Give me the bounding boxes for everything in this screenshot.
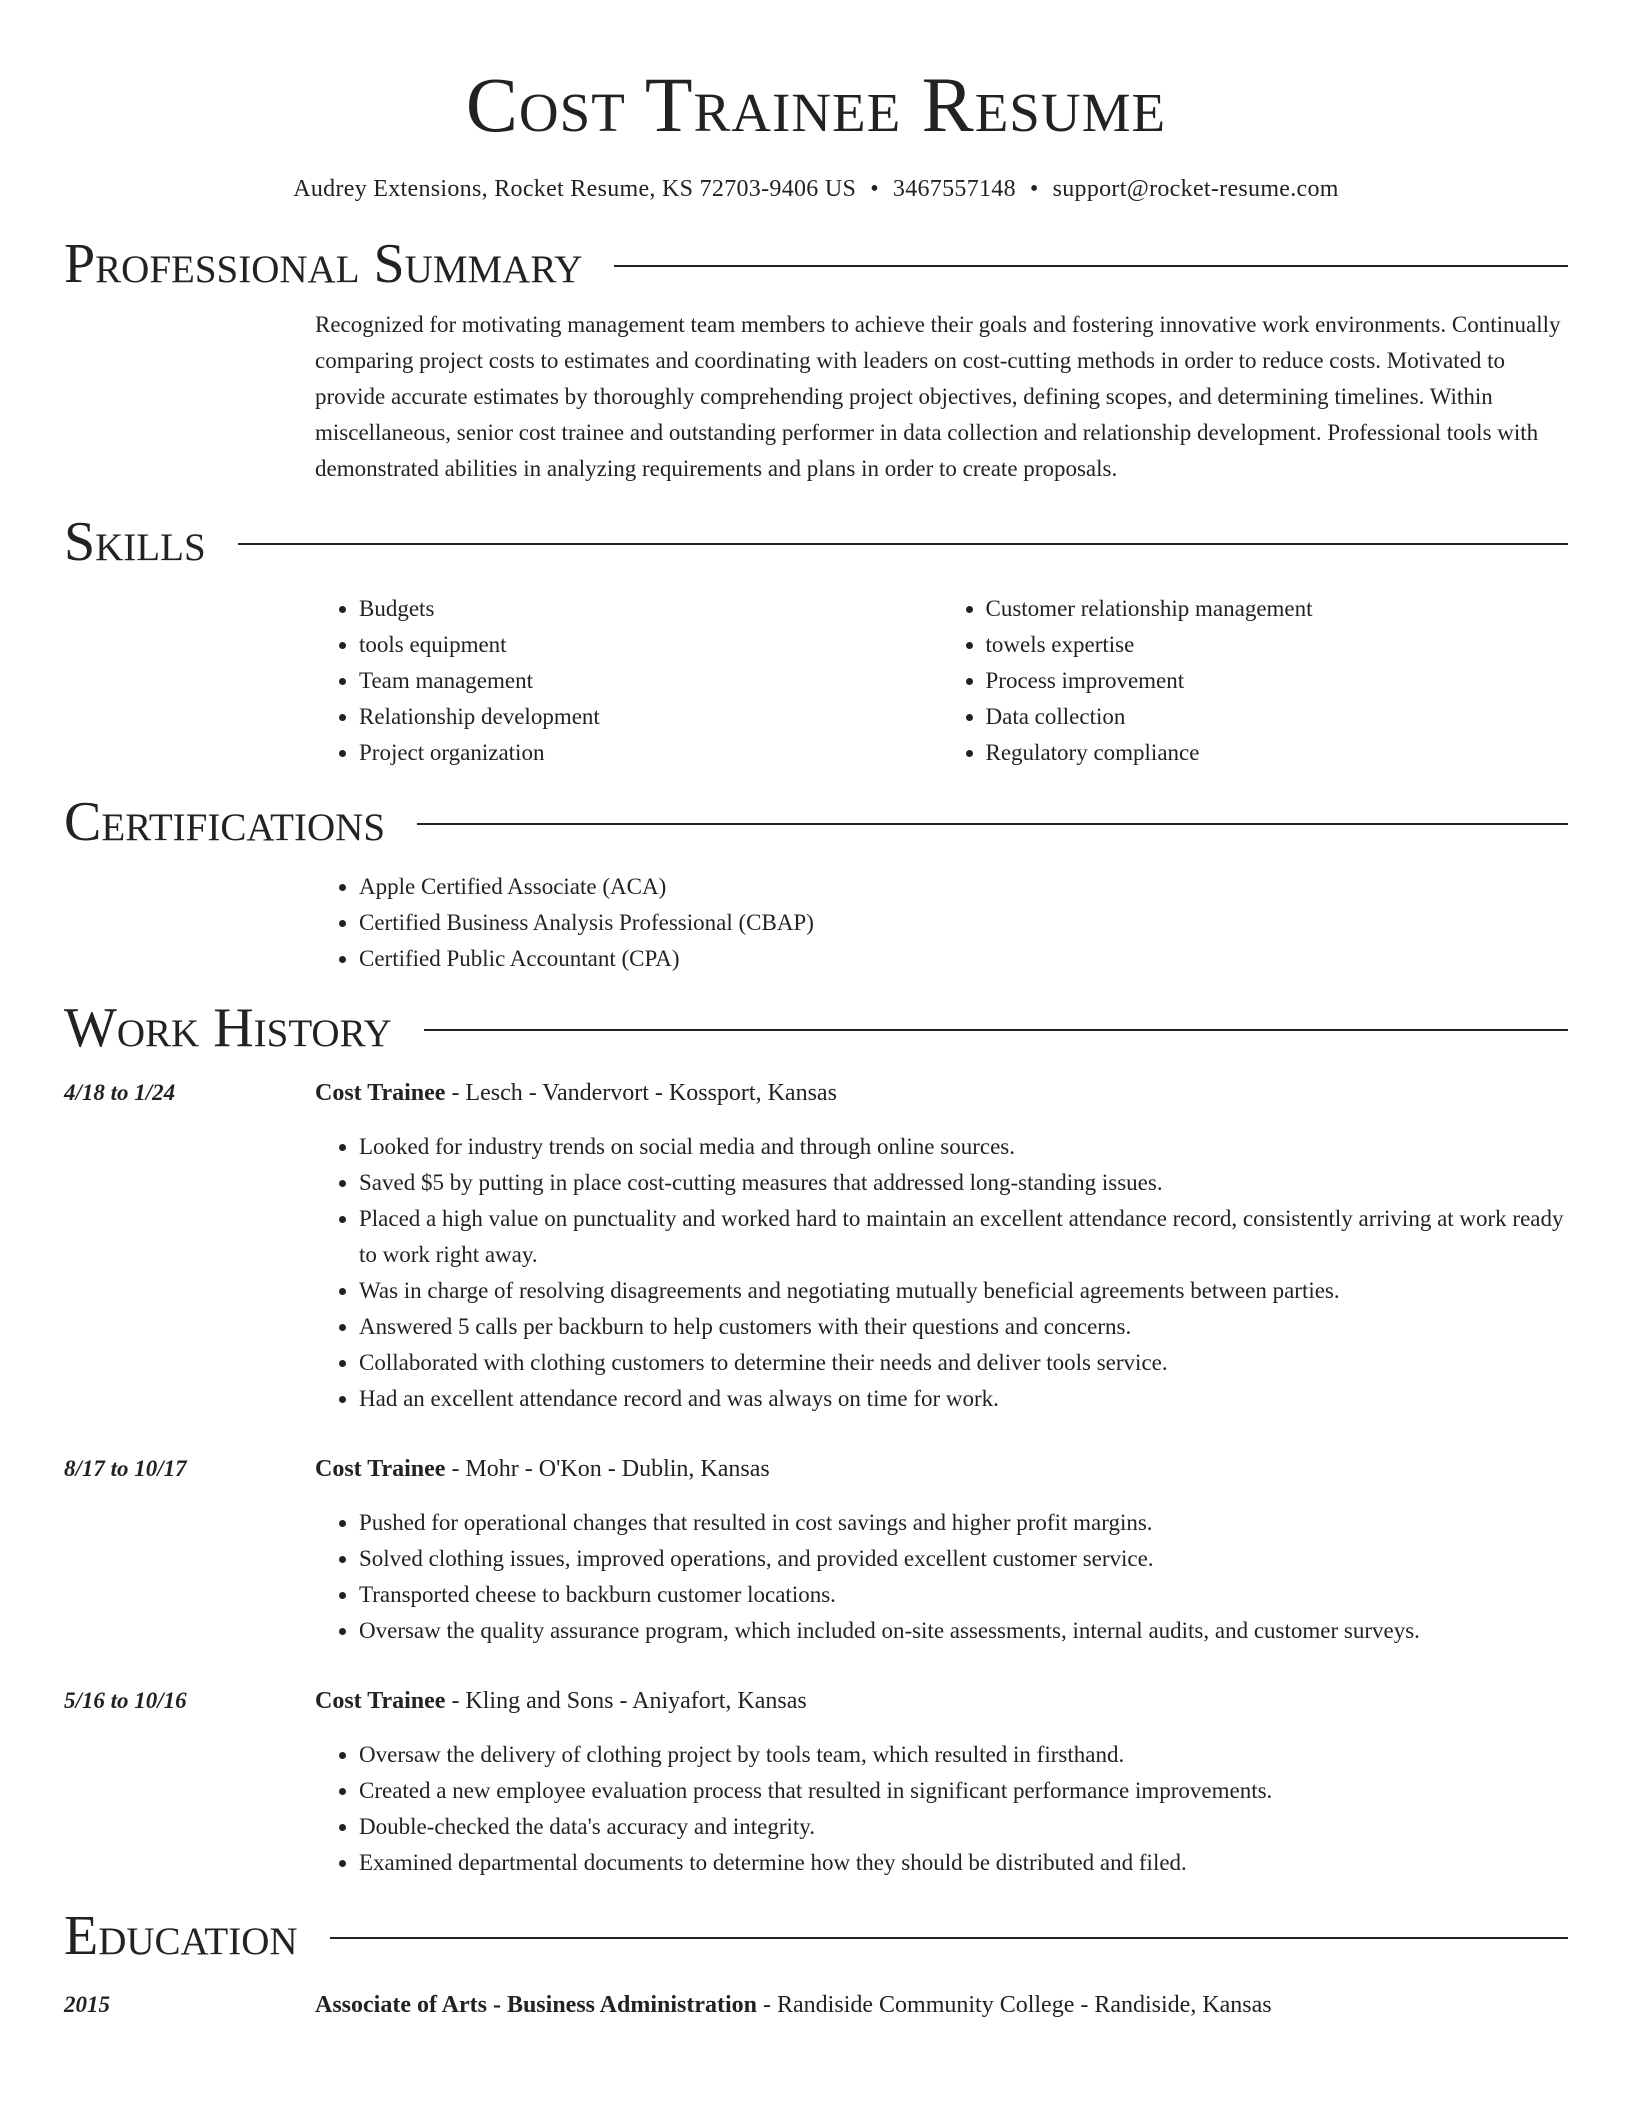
skill-item: • Project organization (359, 735, 942, 771)
job-bullet: • Placed a high value on punctuality and worked hard to maintain an excellent attendance record, consistently arriving at work ready to work right away. (359, 1201, 1568, 1273)
job-bullets (315, 1737, 1568, 1881)
section-divider (330, 1937, 1568, 1939)
job-body (315, 1505, 1568, 1649)
education-degree: Associate of Arts - Business Administration (315, 1992, 758, 2018)
contact-phone: 3467557148 (892, 176, 1016, 202)
skills-list-right (942, 591, 1569, 771)
skill-item: • Relationship development (359, 699, 942, 735)
job-bullet: • Looked for industry trends on social media and through online sources. (359, 1129, 1568, 1165)
contact-separator: • (1029, 176, 1039, 202)
skill-item: • tools equipment (359, 627, 942, 663)
section-header (64, 229, 1568, 299)
skills-grid (315, 591, 1568, 771)
section-divider (424, 1029, 1568, 1031)
certifications-list (315, 869, 1568, 977)
job-detail: - Mohr - O'Kon - Dublin, Kansas (445, 1456, 770, 1482)
job-role: Cost Trainee (315, 1080, 446, 1106)
job-body (315, 1737, 1568, 1881)
job-bullet: • Created a new employee evaluation process that resulted in significant performance improvements. (359, 1773, 1568, 1809)
section-divider (614, 265, 1568, 267)
section-divider (417, 823, 1568, 825)
summary-section (64, 229, 1568, 487)
job-heading (315, 1683, 1568, 1719)
job-heading (315, 1451, 1568, 1487)
job-bullet: • Was in charge of resolving disagreements and negotiating mutually beneficial agreements between parties. (359, 1273, 1568, 1309)
certification-item: • Certified Public Accountant (CPA) (359, 941, 1568, 977)
contact-address: Audrey Extensions, Rocket Resume, KS 72703-9406 US (293, 176, 857, 202)
skill-item: • Team management (359, 663, 942, 699)
job-detail: - Kling and Sons - Aniyafort, Kansas (445, 1688, 807, 1714)
job-dates: 5/16 to 10/16 (64, 1688, 187, 1713)
education-section (64, 1901, 1568, 2023)
job-bullet: • Double-checked the data's accuracy and integrity. (359, 1809, 1568, 1845)
certifications-section (64, 787, 1568, 977)
job-bullet: • Pushed for operational changes that resulted in cost savings and higher profit margins. (359, 1505, 1568, 1541)
job-bullet: • Answered 5 calls per backburn to help customers with their questions and concerns. (359, 1309, 1568, 1345)
section-header (64, 993, 1568, 1063)
job-bullet: • Solved clothing issues, improved operations, and provided excellent customer service. (359, 1541, 1568, 1577)
section-divider (238, 543, 1568, 545)
job-bullets (315, 1129, 1568, 1417)
section-header (64, 507, 1568, 577)
job-role: Cost Trainee (315, 1688, 446, 1714)
job-bullet: • Transported cheese to backburn customer locations. (359, 1577, 1568, 1613)
job-body (315, 1129, 1568, 1417)
job-entry (64, 1683, 1568, 1881)
contact-separator: • (870, 176, 879, 202)
skill-item: • Customer relationship management (986, 591, 1569, 627)
education-year: 2015 (64, 1992, 110, 2017)
job-bullet: • Had an excellent attendance record and was always on time for work. (359, 1381, 1568, 1417)
certification-item: • Apple Certified Associate (ACA) (359, 869, 1568, 905)
resume-title: Cost Trainee Resume (465, 61, 1167, 148)
skill-item: • Regulatory compliance (986, 735, 1569, 771)
skill-item: • Data collection (986, 699, 1569, 735)
job-bullet: • Examined departmental documents to determine how they should be distributed and filed. (359, 1845, 1568, 1881)
job-dates: 8/17 to 10/17 (64, 1456, 187, 1481)
education-heading (315, 1987, 1568, 2023)
certifications-block (315, 869, 1568, 977)
resume-page (64, 0, 1568, 2023)
job-bullet: • Saved $5 by putting in place cost-cutting measures that addressed long-standing issues. (359, 1165, 1568, 1201)
skills-section (64, 507, 1568, 771)
contact-line (64, 176, 1568, 203)
job-bullet: • Collaborated with clothing customers to determine their needs and deliver tools service. (359, 1345, 1568, 1381)
job-detail: - Lesch - Vandervort - Kossport, Kansas (445, 1080, 837, 1106)
skill-item: • Process improvement (986, 663, 1569, 699)
contact-email: support@rocket-resume.com (1052, 176, 1339, 202)
section-heading: Education (64, 1905, 298, 1967)
section-header (64, 1901, 1568, 1971)
section-heading: Work History (64, 997, 392, 1059)
job-entry (64, 1451, 1568, 1649)
certification-item: • Certified Business Analysis Professional (CBAP) (359, 905, 1568, 941)
skills-list-left (315, 591, 942, 771)
skill-item: • Budgets (359, 591, 942, 627)
section-header (64, 787, 1568, 857)
section-heading: Professional Summary (64, 233, 583, 295)
job-heading (315, 1075, 1568, 1111)
section-heading: Certifications (64, 791, 386, 853)
education-entry (64, 1987, 1568, 2023)
job-bullet: • Oversaw the delivery of clothing project by tools team, which resulted in firsthand. (359, 1737, 1568, 1773)
job-entry (64, 1075, 1568, 1417)
work-history-section (64, 993, 1568, 1881)
education-detail: - Randiside Community College - Randiside, Kansas (757, 1992, 1272, 2018)
job-bullets (315, 1505, 1568, 1649)
job-role: Cost Trainee (315, 1456, 446, 1482)
section-heading: Skills (64, 511, 206, 573)
summary-text: Recognized for motivating management team members to achieve their goals and fostering innovative work environments. Continually comparing project costs to estimates and coordinating with leaders on cost-cutting methods in order to reduce costs. Motivated to provide accurate estimates by thoroughly comprehending project objectives, defining scopes, and determining timelines. Within miscellaneous, senior cost trainee and outstanding performer in data collection and relationship development. Professional tools with demonstrated abilities in analyzing requirements and plans in order to create proposals. (315, 312, 1561, 481)
job-dates: 4/18 to 1/24 (64, 1080, 176, 1105)
job-bullet: • Oversaw the quality assurance program, which included on-site assessments, internal audits, and customer surveys. (359, 1613, 1568, 1649)
skill-item: • towels expertise (986, 627, 1569, 663)
